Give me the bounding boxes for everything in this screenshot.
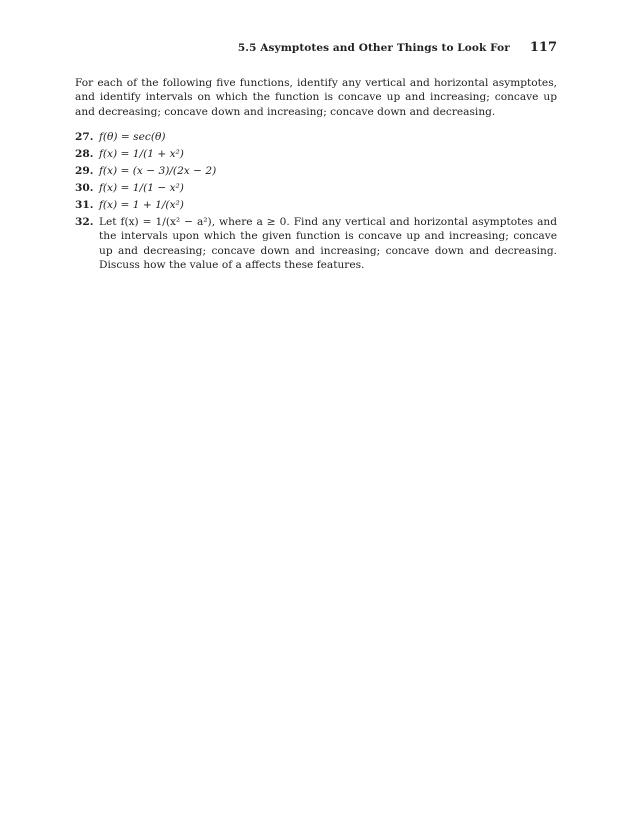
- exercise-text: Let f(x) = 1/(x² − a²), where a ≥ 0. Find any vertical and horizontal asymptotes and the intervals upon which the given function is concave up and increasing; concave up and decreasing; concave down and increasing; concave down and decreasing. Discuss how the value of a affects these features.: [99, 215, 557, 272]
- exercise-number: 31.: [75, 198, 94, 211]
- exercise-text: f(x) = (x − 3)/(2x − 2): [99, 164, 217, 177]
- exercise-number: 28.: [75, 147, 94, 160]
- exercise-28: [75, 147, 557, 161]
- exercise-29: [75, 164, 557, 178]
- instructions-paragraph: For each of the following five functions, identify any vertical and horizontal asymptotes, and identify intervals on which the function is concave up and increasing; concave up and decreasing; concave down and increasing; concave down and decreasing.: [75, 77, 557, 118]
- exercise-number: 32.: [75, 215, 94, 228]
- section-title: 5.5 Asymptotes and Other Things to Look For: [237, 42, 510, 54]
- exercise-text: f(x) = 1 + 1/(x²): [99, 198, 184, 211]
- page-number: 117: [529, 40, 557, 55]
- exercise-number: 29.: [75, 164, 94, 177]
- exercise-list: [75, 130, 557, 273]
- running-header: [75, 40, 557, 62]
- exercise-27: [75, 130, 557, 144]
- exercise-text: f(x) = 1/(1 + x²): [99, 147, 184, 160]
- exercise-text: f(θ) = sec(θ): [99, 130, 166, 143]
- exercise-31: [75, 198, 557, 212]
- exercise-30: [75, 181, 557, 195]
- exercise-number: 27.: [75, 130, 94, 143]
- exercise-32: [75, 215, 557, 273]
- exercise-text: f(x) = 1/(1 − x²): [99, 181, 184, 194]
- textbook-page: [75, 40, 557, 275]
- exercise-number: 30.: [75, 181, 94, 194]
